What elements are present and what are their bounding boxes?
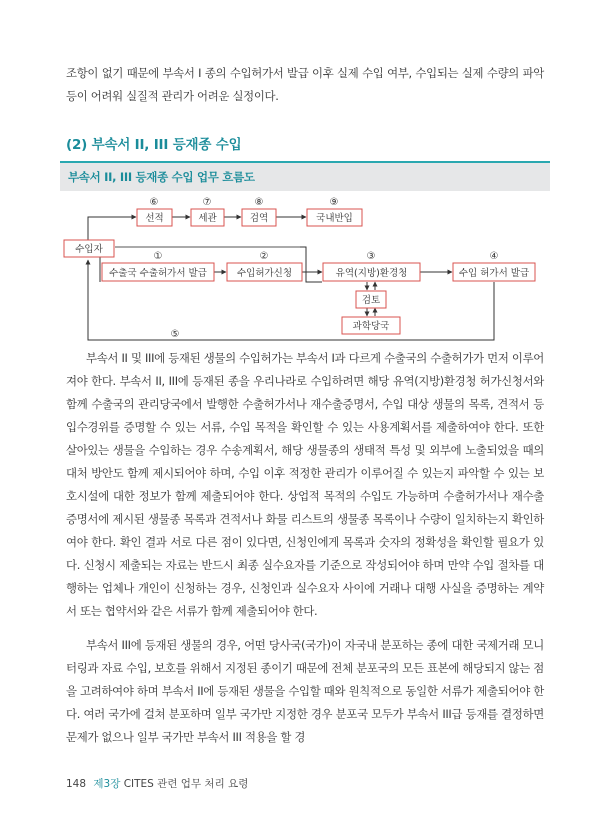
label-import-apply: 수입허가신청 bbox=[236, 268, 293, 279]
label-export-permit: 수출국 수출허가서 발급 bbox=[109, 268, 207, 279]
label-selection: 선적 bbox=[145, 213, 164, 224]
label-inspection: 검역 bbox=[249, 213, 269, 224]
label-importer: 수입자 bbox=[75, 244, 103, 255]
label-regional-office: 유역(지방)환경청 bbox=[335, 268, 408, 279]
label-domestic: 국내반입 bbox=[316, 213, 353, 224]
body-paragraph-2: 부속서 III에 등재된 생물의 경우, 어떤 당사국(국가)이 자국내 분포하는 종에 대한 국제거래 모니터링과 자료 수입, 보호를 위해서 지정된 종이기 때문에 전체 분포국의 모든 표본에 해당되지 않는 점을 고려하여야 하며 부속서 II에 등재된 생물을 수입할 때와 원칙적으로 동일한 서류가 제출되어야 한다. 여러 국가에 걸쳐 분포하며 일부 국가만 지정한 경우 분포국 모두가 부속서 III급 등재를 결정하면 문제가 없으나 일부 국가만 부속서 III 적용을 할 경 bbox=[66, 638, 544, 744]
section-title: (2) 부속서 II, III 등재종 수입 bbox=[66, 137, 242, 153]
step-number-2: ② bbox=[259, 251, 269, 262]
arrow-importer-to-selection bbox=[88, 217, 136, 241]
line-loop-right bbox=[300, 247, 322, 282]
step-number-3: ③ bbox=[366, 251, 376, 262]
footer-title: CITES 관련 업무 처리 요령 bbox=[123, 778, 249, 790]
page-number: 148 bbox=[66, 778, 87, 790]
step-number-5: ⑤ bbox=[170, 329, 180, 340]
label-review: 검토 bbox=[361, 295, 381, 306]
label-import-issue: 수입 허가서 발급 bbox=[458, 268, 530, 279]
step-number-1: ① bbox=[153, 251, 163, 262]
step-number-7: ⑦ bbox=[202, 197, 212, 208]
label-science: 과학당국 bbox=[352, 321, 390, 332]
label-customs: 세관 bbox=[198, 213, 217, 224]
step-number-9: ⑨ bbox=[329, 197, 339, 208]
step-number-6: ⑥ bbox=[149, 197, 159, 208]
step-number-8: ⑧ bbox=[254, 197, 264, 208]
body-paragraph-1: 부속서 II 및 III에 등재된 생물의 수입허가는 부속서 I과 다르게 수출국의 수출허가가 먼저 이루어져야 한다. 부속서 II, III에 등재된 종을 우리나라로 수입하려면 해당 유역(지방)환경청 허가신청서와 함께 수출국의 관리당국에서 발행한 수출허가서나 재수출증명서, 수입 대상 생물의 목록, 견적서 등 입수경위를 증명할 수 있는 서류, 수입 목적을 확인할 수 있는 사용계획서를 제출하여야 한다. 또한 살아있는 생물을 수입하는 경우 수송계획서, 해당 생물종의 생태적 특성 및 외부에 노출되었을 때의 대처 방안도 함께 제시되어야 하며, 수입 이후 적정한 관리가 이루어질 수 있는지 파악할 수 있는 보호시설에 대한 정보가 함께 제출되어야 한다. 상업적 목적의 수입도 가능하며 수출허가서나 재수출증명서에 제시된 생물종 목록과 견적서나 화물 리스트의 생물종 목록이나 수량이 일치하는지 확인하여야 한다. 확인 결과 서로 다른 점이 있다면, 신청인에게 목록과 숫자의 정확성을 확인할 필요가 있다. 신청시 제출되는 자료는 반드시 최종 실수요자를 기준으로 작성되어야 하며 만약 수입 절차를 대행하는 업체나 개인이 신청하는 경우, 신청인과 실수요자 사이에 거래나 대행 사실을 증명하는 계약서 또는 협약서와 같은 서류가 함께 제출되어야 한다. bbox=[66, 351, 544, 618]
footer-chapter: 제3장 bbox=[93, 778, 121, 790]
intro-paragraph: 조항이 없기 때문에 부속서 I 종의 수입허가서 발급 이후 실제 수입 여부, 수입되는 실제 수량의 파악 등이 어려워 실질적 관리가 어려운 실정이다. bbox=[66, 66, 544, 103]
page-footer bbox=[66, 776, 248, 791]
step-number-4: ④ bbox=[489, 251, 499, 262]
flow-title: 부속서 II, III 등재종 수입 업무 흐름도 bbox=[68, 170, 255, 184]
